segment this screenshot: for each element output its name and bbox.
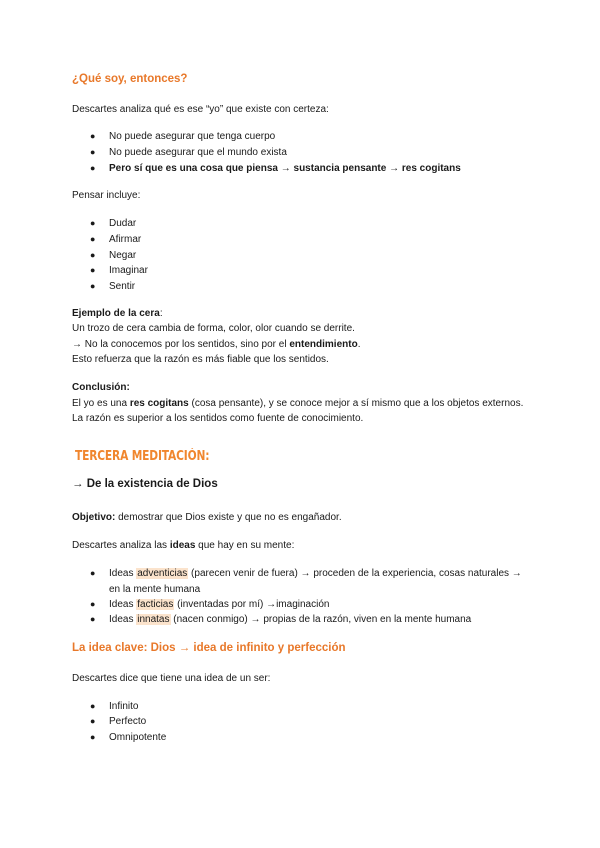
wax-line-3: Esto refuerza que la razón es más fiable que los sentidos. bbox=[72, 354, 329, 365]
conclusion-line-1 bbox=[72, 397, 523, 410]
list-item: Infinito bbox=[109, 701, 139, 712]
intro-text: Descartes analiza qué es ese “yo” que existe con certeza: bbox=[72, 104, 329, 115]
section-heading-tercera-meditacion: TERCERA MEDITACIÓN: bbox=[75, 449, 210, 464]
objective-label: Objetivo: bbox=[72, 512, 116, 523]
section-subheading: → De la existencia de Dios bbox=[72, 478, 218, 490]
key-idea-intro: Descartes dice que tiene una idea de un ser: bbox=[72, 673, 271, 684]
section-heading-que-soy: ¿Qué soy, entonces? bbox=[72, 73, 188, 85]
wax-line-2-end: . bbox=[357, 339, 361, 350]
bullet-icon: ● bbox=[90, 732, 96, 742]
think-label: Pensar incluye: bbox=[72, 190, 141, 201]
bullet-icon: ● bbox=[90, 250, 96, 260]
list-item: Sentir bbox=[109, 281, 136, 292]
wax-title-colon: : bbox=[159, 308, 163, 319]
list-item: Omnipotente bbox=[109, 732, 167, 743]
list-item: No puede asegurar que el mundo exista bbox=[109, 147, 287, 158]
ideas-intro-text: Descartes analiza las bbox=[72, 540, 170, 551]
conclusion-title: Conclusión: bbox=[72, 382, 130, 393]
list-item-idea-innatas bbox=[109, 613, 471, 626]
ideas-intro-bold: ideas bbox=[169, 540, 196, 551]
wax-title-bold: Ejemplo de la cera bbox=[72, 308, 160, 319]
bullet-icon: ● bbox=[90, 599, 96, 609]
bullet-icon: ● bbox=[90, 716, 96, 726]
list-item: Afirmar bbox=[109, 234, 142, 245]
conclusion-line-2: La razón es superior a los sentidos como fuente de conocimiento. bbox=[72, 413, 364, 424]
bullet-icon: ● bbox=[90, 163, 96, 173]
wax-title bbox=[72, 307, 163, 320]
wax-line-2 bbox=[72, 338, 360, 351]
key-idea-heading: La idea clave: Dios → idea de infinito y perfección bbox=[72, 642, 346, 654]
idea-description: (parecen venir de fuera) → proceden de la experiencia, cosas naturales → bbox=[188, 568, 522, 579]
list-item-idea-adventicias bbox=[109, 567, 522, 580]
list-item-bold: Pero sí que es una cosa que piensa → sustancia pensante → res cogitans bbox=[109, 163, 461, 174]
conclusion-line-1-text: El yo es una bbox=[72, 398, 130, 409]
bullet-icon: ● bbox=[90, 218, 96, 228]
bullet-icon: ● bbox=[90, 281, 96, 291]
list-item: Negar bbox=[109, 250, 137, 261]
bullet-icon: ● bbox=[90, 131, 96, 141]
conclusion-line-1-end: (cosa pensante), y se conoce mejor a sí mismo que a los objetos externos. bbox=[188, 398, 524, 409]
bullet-icon: ● bbox=[90, 265, 96, 275]
wax-line-2-text: → No la conocemos por los sentidos, sino por el bbox=[72, 339, 290, 350]
idea-prefix: Ideas bbox=[109, 614, 137, 625]
objective-line bbox=[72, 511, 342, 524]
list-item: Imaginar bbox=[109, 265, 148, 276]
list-item-continuation: en la mente humana bbox=[109, 584, 201, 595]
wax-line-1: Un trozo de cera cambia de forma, color, olor cuando se derrite. bbox=[72, 323, 355, 334]
bullet-icon: ● bbox=[90, 614, 96, 624]
list-item-idea-facticias bbox=[109, 598, 329, 611]
list-item: Dudar bbox=[109, 218, 137, 229]
idea-highlight: adventicias bbox=[137, 568, 188, 579]
bullet-icon: ● bbox=[90, 234, 96, 244]
idea-highlight: facticias bbox=[137, 599, 174, 610]
conclusion-line-1-bold: res cogitans bbox=[129, 398, 189, 409]
wax-line-2-bold: entendimiento bbox=[289, 339, 358, 350]
idea-description: (inventadas por mí) →imaginación bbox=[174, 599, 330, 610]
bullet-icon: ● bbox=[90, 568, 96, 578]
idea-prefix: Ideas bbox=[109, 599, 137, 610]
idea-prefix: Ideas bbox=[109, 568, 137, 579]
idea-description: (nacen conmigo) → propias de la razón, viven en la mente humana bbox=[170, 614, 472, 625]
objective-text: demostrar que Dios existe y que no es engañador. bbox=[115, 512, 342, 523]
list-item: No puede asegurar que tenga cuerpo bbox=[109, 131, 276, 142]
list-item: Perfecto bbox=[109, 716, 147, 727]
bullet-icon: ● bbox=[90, 147, 96, 157]
idea-highlight: innatas bbox=[137, 614, 170, 625]
ideas-intro bbox=[72, 539, 294, 552]
bullet-icon: ● bbox=[90, 701, 96, 711]
ideas-intro-end: que hay en su mente: bbox=[195, 540, 295, 551]
